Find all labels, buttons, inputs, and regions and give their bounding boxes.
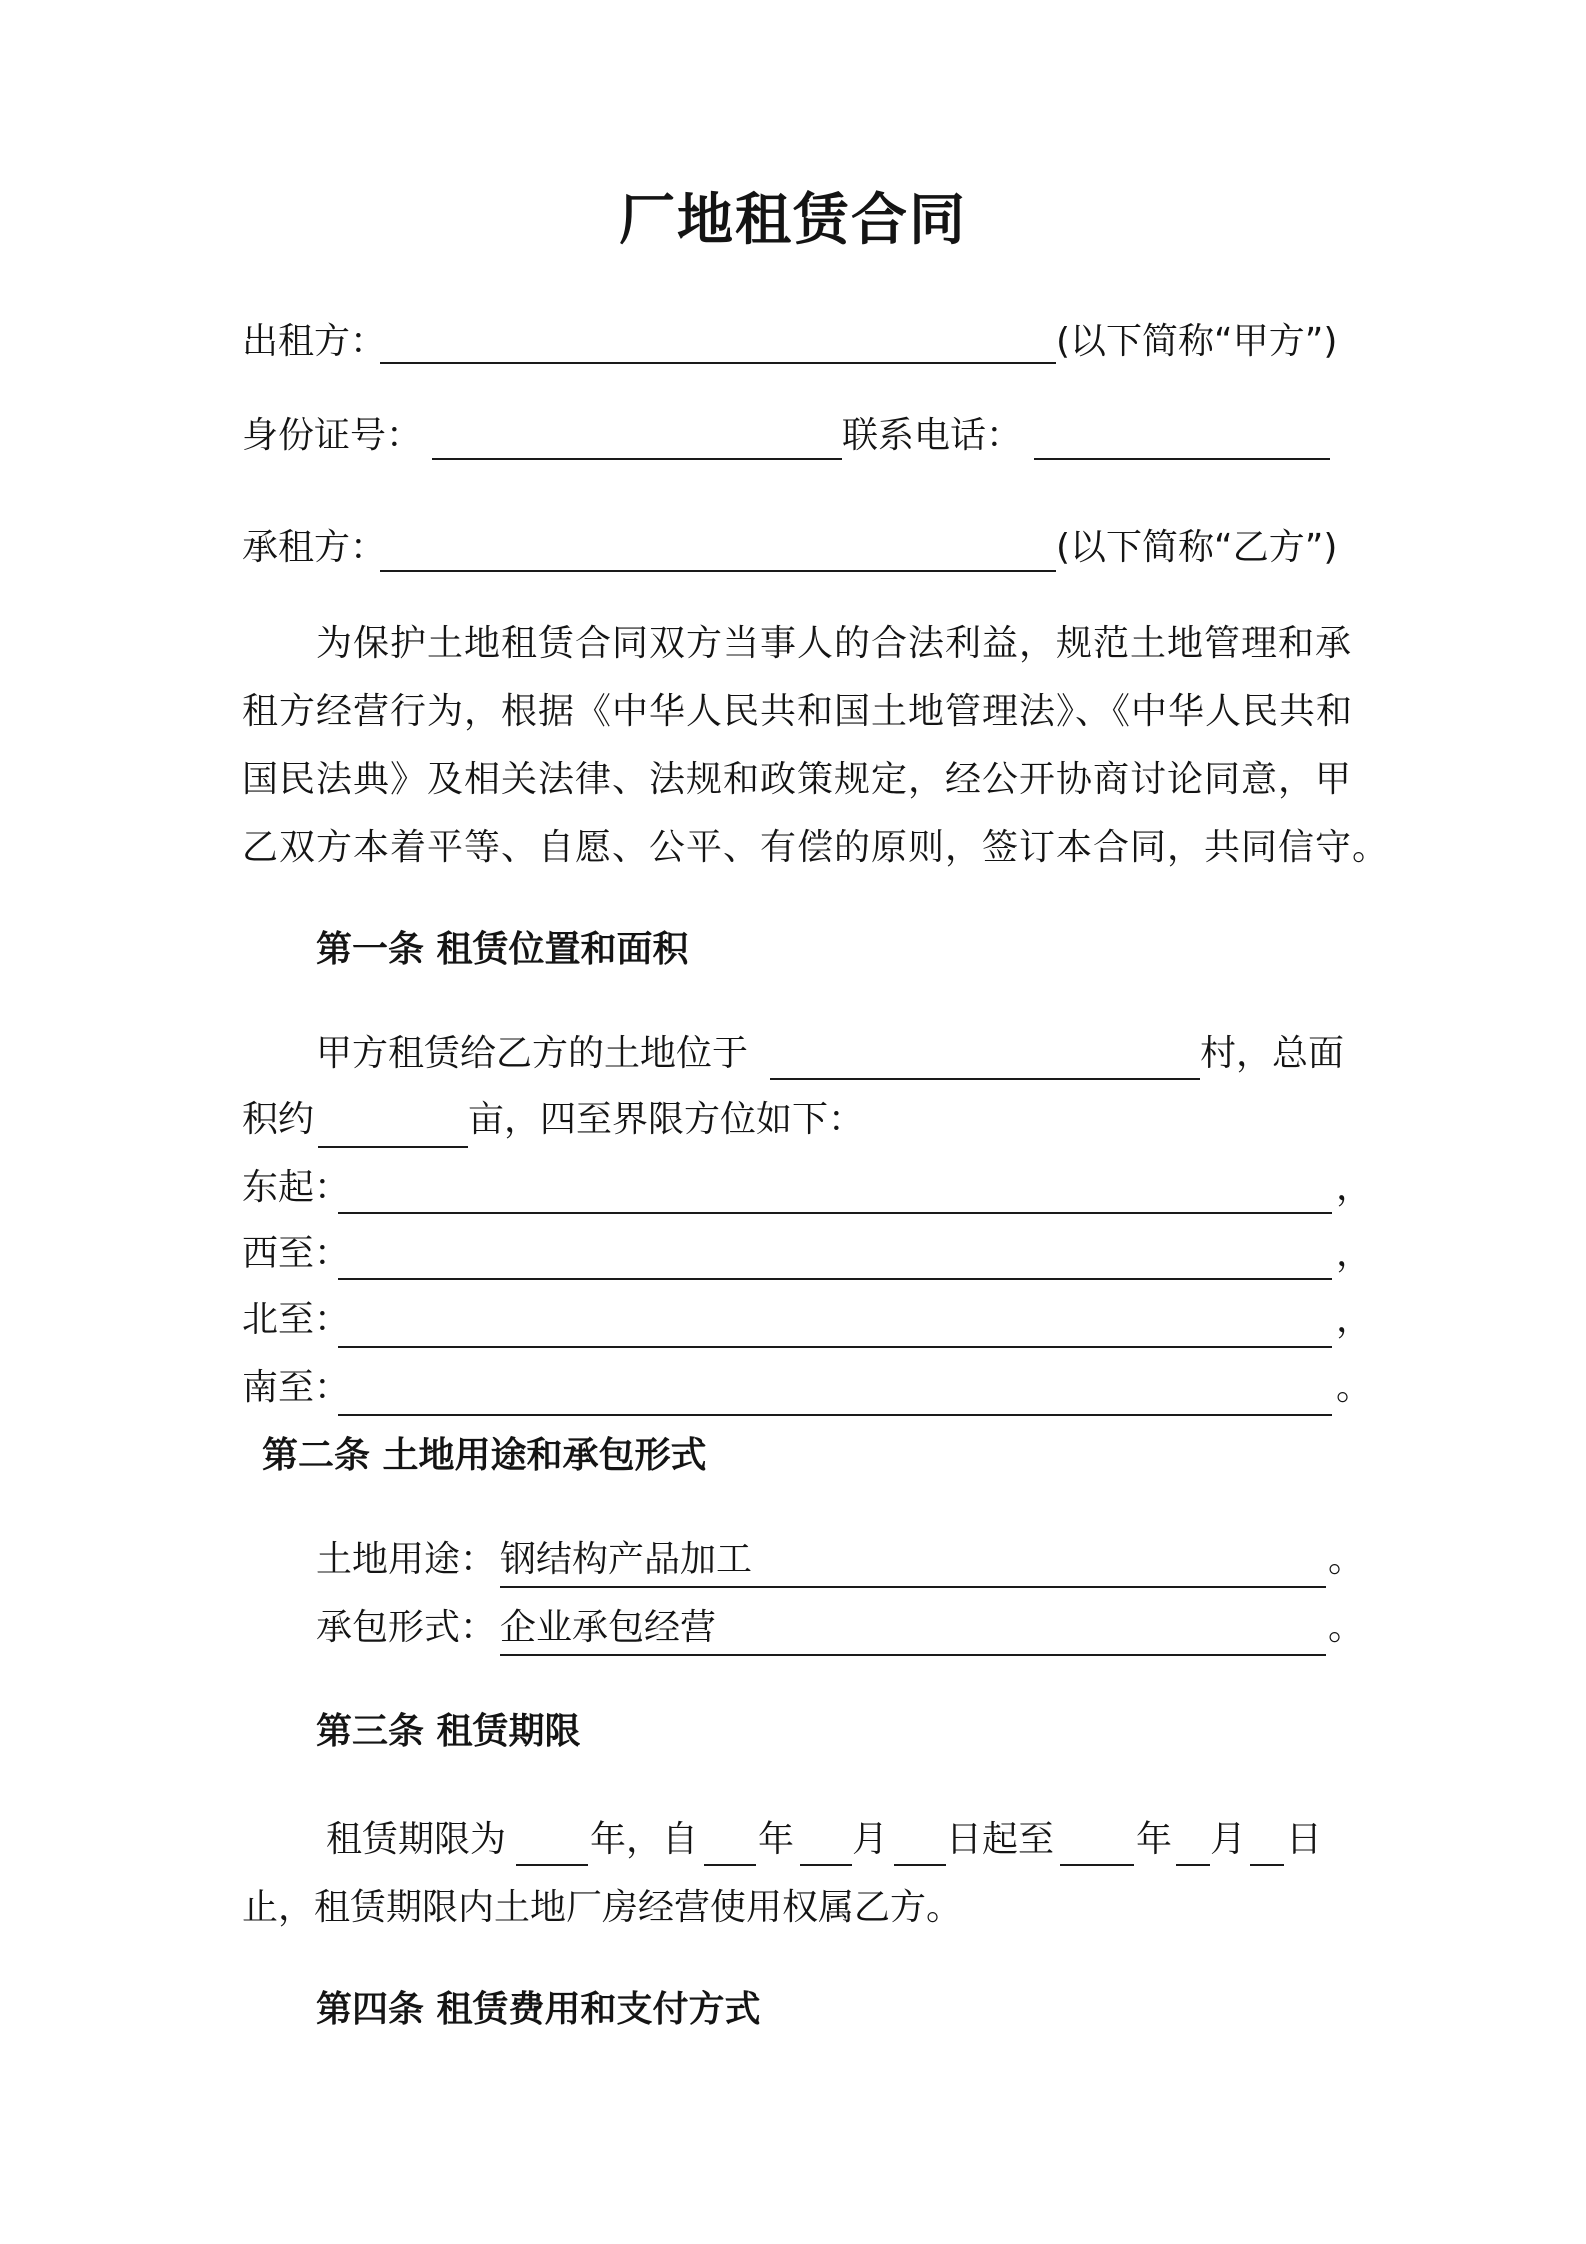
area-text-end: 亩，四至界限方位如下： [468, 1099, 865, 1140]
bound-end-south: 。 [1336, 1367, 1373, 1408]
article2-heading: 第二条 土地用途和承包形式 [262, 1435, 707, 1476]
end-day-blank[interactable] [1250, 1864, 1284, 1866]
location-text-end: 村，总面 [1200, 1033, 1345, 1074]
lessor-blank[interactable] [380, 362, 1056, 364]
village-blank[interactable] [770, 1078, 1200, 1080]
bound-end-east: ， [1336, 1167, 1373, 1208]
id-blank[interactable] [432, 458, 842, 460]
term-text: 年 [758, 1819, 795, 1860]
land-use-end: 。 [1328, 1539, 1365, 1580]
lessee-blank[interactable] [380, 570, 1056, 572]
lessor-label: 出租方： [242, 321, 387, 362]
end-year-blank[interactable] [1060, 1864, 1134, 1866]
bound-label-west: 西至： [242, 1233, 351, 1274]
article1-heading: 第一条 租赁位置和面积 [316, 929, 689, 970]
term-text: 日起至 [946, 1819, 1055, 1860]
contract-form-label: 承包形式： [316, 1607, 497, 1648]
phone-blank[interactable] [1034, 458, 1330, 460]
land-use-label: 土地用途： [316, 1539, 497, 1580]
area-text: 积约 [242, 1099, 315, 1140]
lessee-label: 承租方： [242, 527, 387, 568]
start-day-blank[interactable] [894, 1864, 946, 1866]
preamble-line: 乙双方本着平等、自愿、公平、有偿的原则，签订本合同，共同信守。 [242, 827, 1390, 868]
area-blank[interactable] [318, 1146, 468, 1148]
term-years-blank[interactable] [516, 1864, 588, 1866]
start-year-blank[interactable] [704, 1864, 756, 1866]
preamble-line: 租方经营行为，根据《中华人民共和国土地管理法》、《中华人民共和 [242, 691, 1354, 732]
bound-label-north: 北至： [242, 1299, 351, 1340]
bound-blank-north[interactable] [338, 1346, 1332, 1348]
contract-form-end: 。 [1328, 1607, 1365, 1648]
lessor-suffix: (以下简称“甲方”) [1056, 321, 1338, 362]
bound-blank-west[interactable] [338, 1278, 1332, 1280]
land-use-value: 钢结构产品加工 [500, 1539, 753, 1580]
contract-form-value: 企业承包经营 [500, 1607, 717, 1648]
bound-end-north: ， [1336, 1299, 1373, 1340]
term-text: 年，自 [590, 1819, 699, 1860]
document-title: 厂地租赁合同 [619, 188, 967, 253]
term-text-line2: 止，租赁期限内土地厂房经营使用权属乙方。 [242, 1887, 963, 1928]
location-text: 甲方租赁给乙方的土地位于 [316, 1033, 749, 1074]
term-text: 月 [852, 1819, 889, 1860]
bound-blank-south[interactable] [338, 1414, 1332, 1416]
article3-heading: 第三条 租赁期限 [316, 1711, 581, 1752]
article4-heading: 第四条 租赁费用和支付方式 [316, 1989, 761, 2030]
end-month-blank[interactable] [1176, 1864, 1210, 1866]
id-label: 身份证号： [242, 415, 423, 456]
bound-blank-east[interactable] [338, 1212, 1332, 1214]
preamble-line: 国民法典》及相关法律、法规和政策规定，经公开协商讨论同意，甲 [242, 759, 1353, 800]
start-month-blank[interactable] [800, 1864, 852, 1866]
term-text: 年 [1136, 1819, 1173, 1860]
bound-end-west: ， [1336, 1233, 1373, 1274]
preamble-line: 为保护土地租赁合同双方当事人的合法利益，规范土地管理和承 [316, 623, 1353, 664]
phone-label: 联系电话： [842, 415, 1023, 456]
bound-label-east: 东起： [242, 1167, 351, 1208]
bound-label-south: 南至： [242, 1367, 351, 1408]
land-use-blank[interactable] [500, 1586, 1326, 1588]
term-text: 月 [1210, 1819, 1247, 1860]
term-text: 日 [1286, 1819, 1323, 1860]
term-text: 租赁期限为 [326, 1819, 507, 1860]
lessee-suffix: (以下简称“乙方”) [1056, 527, 1338, 568]
contract-form-blank[interactable] [500, 1654, 1326, 1656]
